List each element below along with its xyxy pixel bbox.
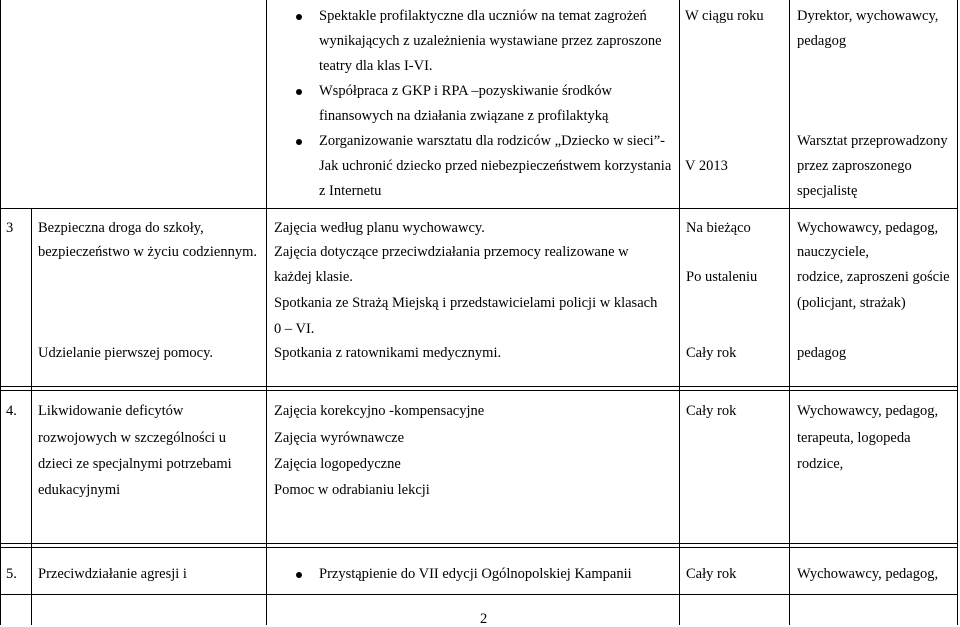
col-divider-1 [31, 208, 32, 625]
form-line: Zajęcia logopedyczne [274, 456, 401, 472]
responsible-line: (policjant, strażak) [797, 295, 906, 311]
form-line: Zajęcia dotyczące przeciwdziałania przemocy realizowane w [274, 244, 629, 260]
form-line: Spotkania ze Strażą Miejską i przedstawicielami policji w klasach [274, 295, 658, 311]
form-line: Zajęcia korekcyjno -kompensacyjne [274, 403, 485, 419]
term-cell: W ciągu roku [685, 8, 764, 24]
task-line: Przeciwdziałanie agresji i [38, 566, 187, 582]
event-line: Jak uchronić dziecko przed niebezpieczeństwem korzystania [319, 158, 672, 174]
responsible-line: Warsztat przeprowadzony [797, 133, 948, 149]
responsible-line: nauczyciele, [797, 244, 870, 260]
responsible-line: przez zaproszonego [797, 158, 912, 174]
col-divider-2 [266, 0, 267, 625]
row-number: 3 [6, 220, 14, 236]
row-number: 5. [6, 566, 17, 582]
form-line: Pomoc w odrabianiu lekcji [274, 482, 430, 498]
border-left [0, 0, 1, 625]
task-line: Likwidowanie deficytów [38, 403, 184, 419]
event-line: Zorganizowanie warsztatu dla rodziców „Dziecko w sieci”- [319, 133, 665, 149]
event-line: Spektakle profilaktyczne dla uczniów na temat zagrożeń [319, 8, 647, 24]
task-line: Udzielanie pierwszej pomocy. [38, 345, 214, 361]
responsible-line: Wychowawcy, pedagog, [797, 566, 939, 582]
row-divider-4 [0, 594, 958, 595]
row-number: 4. [6, 403, 17, 419]
term-cell: Cały rok [686, 403, 737, 419]
term-cell: Na bieżąco [686, 220, 751, 236]
bullet-icon [296, 14, 302, 20]
border-right [957, 0, 958, 625]
form-line: Zajęcia według planu wychowawcy. [274, 220, 485, 236]
row-divider-3b [0, 547, 958, 548]
form-line: każdej klasie. [274, 269, 353, 285]
form-line: Przystąpienie do VII edycji Ogólnopolskiej Kampanii [319, 566, 632, 582]
page-number: 2 [480, 611, 488, 627]
event-line: finansowych na działania związane z profilaktyką [319, 108, 609, 124]
bullet-icon [296, 89, 302, 95]
row-divider-1 [0, 208, 958, 209]
row-divider-2b [0, 390, 958, 391]
col-divider-4 [789, 0, 790, 625]
responsible-line: Wychowawcy, pedagog, [797, 220, 939, 236]
responsible-line: Wychowawcy, pedagog, [797, 403, 939, 419]
event-line: Współpraca z GKP i RPA –pozyskiwanie środków [319, 83, 612, 99]
responsible-line: rodzice, zaproszeni goście [797, 269, 950, 285]
term-cell: Cały rok [686, 345, 737, 361]
row-divider-2a [0, 386, 958, 387]
task-line: rozwojowych w szczególności u [38, 430, 227, 446]
task-line: Bezpieczna droga do szkoły, [38, 220, 204, 236]
term-cell: Po ustaleniu [686, 269, 758, 285]
responsible-line: Dyrektor, wychowawcy, [797, 8, 939, 24]
event-line: z Internetu [319, 183, 382, 199]
responsible-line: rodzice, [797, 456, 844, 472]
responsible-line: specjalistę [797, 183, 858, 199]
form-line: Zajęcia wyrównawcze [274, 430, 405, 446]
term-cell: V 2013 [685, 158, 728, 174]
responsible-line: pedagog [797, 33, 847, 49]
term-cell: Cały rok [686, 566, 737, 582]
event-line: wynikających z uzależnienia wystawiane przez zaproszone [319, 33, 662, 49]
row-divider-3a [0, 543, 958, 544]
responsible-line: terapeuta, logopeda [797, 430, 911, 446]
task-line: bezpieczeństwo w życiu codziennym. [38, 244, 258, 260]
form-line: 0 – VI. [274, 321, 315, 337]
form-line: Spotkania z ratownikami medycznymi. [274, 345, 502, 361]
event-line: teatry dla klas I-VI. [319, 58, 433, 74]
responsible-line: pedagog [797, 345, 847, 361]
col-divider-3 [679, 0, 680, 625]
bullet-icon [296, 139, 302, 145]
task-line: edukacyjnymi [38, 482, 121, 498]
task-line: dzieci ze specjalnymi potrzebami [38, 456, 232, 472]
bullet-icon [296, 572, 302, 578]
